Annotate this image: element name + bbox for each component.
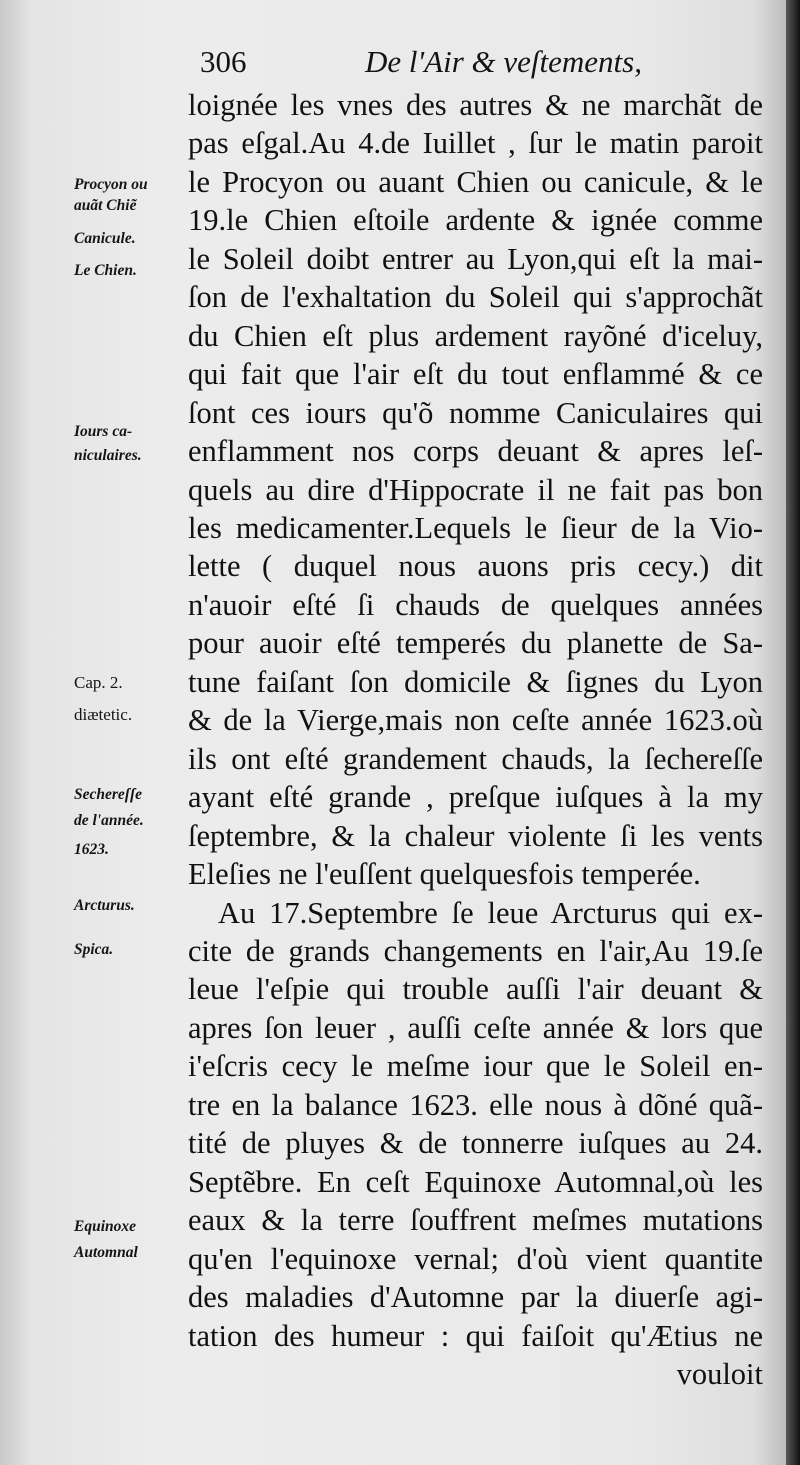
text-line: 19.le Chien eſtoile ardente & ignée comme [188,203,763,237]
text-line: ſon de l'exhaltation du Soleil qui s'approchãt [188,280,763,314]
margin-note: diætetic. [74,705,133,724]
text-line: n'auoir eſté ſi chauds de quelques années [188,588,763,622]
margin-note: auãt Chiẽ [74,197,137,214]
margin-note: Iours ca- [74,423,133,440]
margin-note: Le Chien. [74,262,137,279]
text-line: cite de grands changements en l'air,Au 19.ſe [188,934,763,968]
text-line: lette ( duquel nous auons pris cecy.) dit [188,549,763,583]
text-line: tre en la balance 1623. elle nous à dõné quã- [188,1088,763,1122]
text-line: le Procyon ou auant Chien ou canicule, & le [188,165,763,199]
page-edge-shadow [786,0,800,1465]
margin-note: Arcturus. [74,897,135,914]
page-number: 306 [200,44,247,79]
text-line: ils ont eſté grandement chauds, la ſechereſſe [188,742,763,776]
text-line: qu'en l'equinoxe vernal; d'où vient quantite [188,1242,763,1276]
text-line: ſont ces iours qu'õ nomme Caniculaires qui [188,396,763,430]
text-line: pour auoir eſté temperés du planette de Sa- [188,626,763,660]
text-line: tune faiſant ſon domicile & ſignes du Lyon [188,665,763,699]
text-line: le Soleil doibt entrer au Lyon,qui eſt la mai- [188,242,763,276]
text-line: Eleſies ne l'euſſent quelquesfois temperée. [188,857,701,891]
text-line: ſeptembre, & la chaleur violente ſi les vents [188,819,763,853]
running-title: De l'Air & veſtements, [365,44,642,79]
text-line: apres ſon leuer , auſſi ceſte année & lors que [188,1011,763,1045]
margin-note: 1623. [74,841,109,858]
margin-note: niculaires. [74,447,142,464]
margin-note: de l'année. [74,812,144,829]
text-line: & de la Vierge,mais non ceſte année 1623.où [188,703,763,737]
margin-note: Automnal [74,1244,138,1261]
text-line: les medicamenter.Lequels le ſieur de la Vio- [188,511,763,545]
text-line: enflamment nos corps deuant & apres leſ- [188,434,763,468]
text-line: qui fait que l'air eſt du tout enflammé & ce [188,357,763,391]
margin-note: Equinoxe [74,1218,137,1235]
text-line: tité de pluyes & de tonnerre iuſques au 24. [188,1126,763,1160]
text-line: i'eſcris cecy le meſme iour que le Soleil en- [188,1049,763,1083]
margin-note: Procyon ou [74,176,148,193]
text-line: des maladies d'Automne par la diuerſe agi- [188,1280,763,1314]
margin-note: Cap. 2. [74,673,123,692]
text-line: quels au dire d'Hippocrate il ne fait pas bon [188,473,763,507]
catchword: vouloit [676,1357,763,1391]
text-line: tation des humeur : qui faiſoit qu'Ætius ne [188,1319,763,1353]
text-line: du Chien eſt plus ardement rayõné d'iceluy, [188,319,763,353]
margin-note: Sechereſſe [74,786,142,803]
text-line: leue l'eſpie qui trouble auſſi l'air deuant & [188,972,763,1006]
text-line: loignée les vnes des autres & ne marchãt de [188,88,763,122]
text-line: Septẽbre. En ceſt Equinoxe Automnal,où les [188,1165,763,1199]
text-line: eaux & la terre ſouffrent meſmes mutations [188,1203,763,1237]
margin-note: Spica. [74,941,114,958]
margin-note: Canicule. [74,230,136,247]
page-header [200,44,760,88]
text-line: Au 17.Septembre ſe leue Arcturus qui ex- [218,896,763,930]
text-line: pas eſgal.Au 4.de Iuillet , ſur le matin paroit [188,126,763,160]
text-line: ayant eſté grande , preſque iuſques à la my [188,780,763,814]
